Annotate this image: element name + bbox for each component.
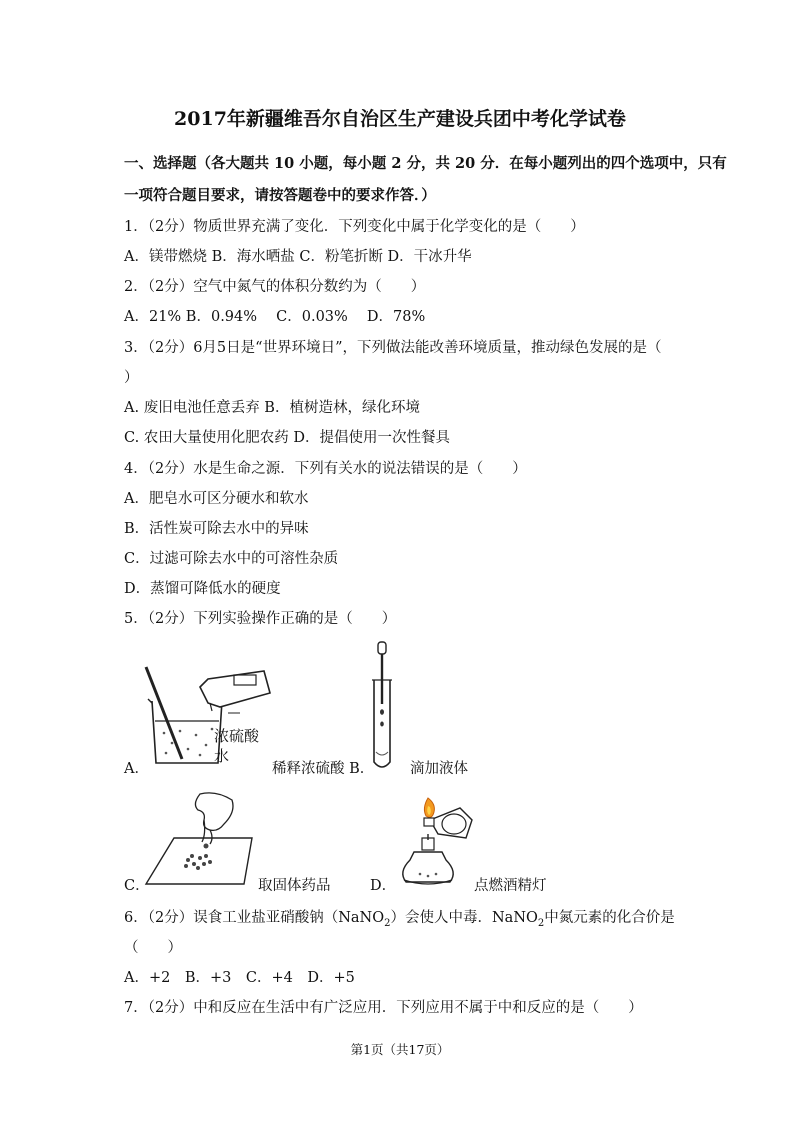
q5-option-c-letter: C．: [124, 878, 150, 894]
section-heading-line2: 一项符合题目要求，请按答题卷中的要求作答．）: [124, 187, 436, 204]
dropper-figure: [366, 640, 398, 774]
q3-stem: 3．（2分）6月5日是“世界环境日”，下列做法能改善环境质量，推动绿色发展的是（: [124, 340, 662, 356]
q1-options: A．镁带燃烧 B．海水晒盐 C．粉笔折断 D．干冰升华: [124, 249, 472, 265]
q3-options-ab: A. 废旧电池任意丢弃 B．植树造林，绿化环境: [124, 400, 420, 416]
q6-stem: 6．（2分）误食工业盐亚硝酸钠（NaNO$_2$）会使人中毒．NaNO$_2$中氮元素的化合价是: [124, 910, 675, 929]
q3-options-cd: C. 农田大量使用化肥农药 D．提倡使用一次性餐具: [124, 430, 451, 446]
alcohol-lamp-figure: [394, 794, 480, 890]
q3-stem-end: ）: [124, 370, 139, 386]
page-title: 2017年新疆维吾尔自治区生产建设兵团中考化学试卷: [174, 108, 626, 130]
q4-stem: 4．（2分）水是生命之源．下列有关水的说法错误的是（ ）: [124, 461, 527, 477]
q6-stem-end: （ ）: [124, 940, 182, 956]
q4-option-b: B．活性炭可除去水中的异味: [124, 521, 309, 537]
q4-option-c: C．过滤可除去水中的可溶性杂质: [124, 551, 339, 567]
q2-stem: 2．（2分）空气中氮气的体积分数约为（ ）: [124, 279, 426, 295]
q5-option-d-caption: 点燃酒精灯: [474, 878, 547, 894]
section-heading-line1: 一、选择题（各大题共 10 小题，每小题 2 分，共 20 分．在每小题列出的四个选项中，只有: [124, 155, 727, 172]
solid-reagent-figure: [144, 790, 254, 890]
q4-option-d: D．蒸馏可降低水的硬度: [124, 581, 281, 597]
q1-stem: 1．（2分）物质世界充满了变化．下列变化中属于化学变化的是（ ）: [124, 219, 585, 235]
q5-option-a-letter: A．: [124, 761, 149, 777]
q5-option-b-caption: 滴加液体: [410, 761, 468, 777]
q5-stem: 5．（2分）下列实验操作正确的是（ ）: [124, 611, 397, 627]
fig-label-water: 水: [214, 747, 230, 765]
q5-option-c-caption: 取固体药品: [258, 878, 331, 894]
q2-options: A．21% B．0.94% C．0.03% D．78%: [124, 309, 426, 325]
fig-label-acid: 浓硫酸: [214, 727, 260, 745]
dilute-acid-figure: [136, 663, 276, 773]
q6-options: A．+2 B．+3 C．+4 D．+5: [124, 970, 355, 986]
q5-option-d-letter: D．: [370, 878, 397, 894]
page-footer: 第1页（共17页）: [350, 1042, 450, 1057]
q7-stem: 7．（2分）中和反应在生活中有广泛应用．下列应用不属于中和反应的是（ ）: [124, 1000, 643, 1016]
q4-option-a: A．肥皂水可区分硬水和软水: [124, 491, 309, 507]
q5-option-a-caption: 稀释浓硫酸 B．: [272, 761, 375, 777]
